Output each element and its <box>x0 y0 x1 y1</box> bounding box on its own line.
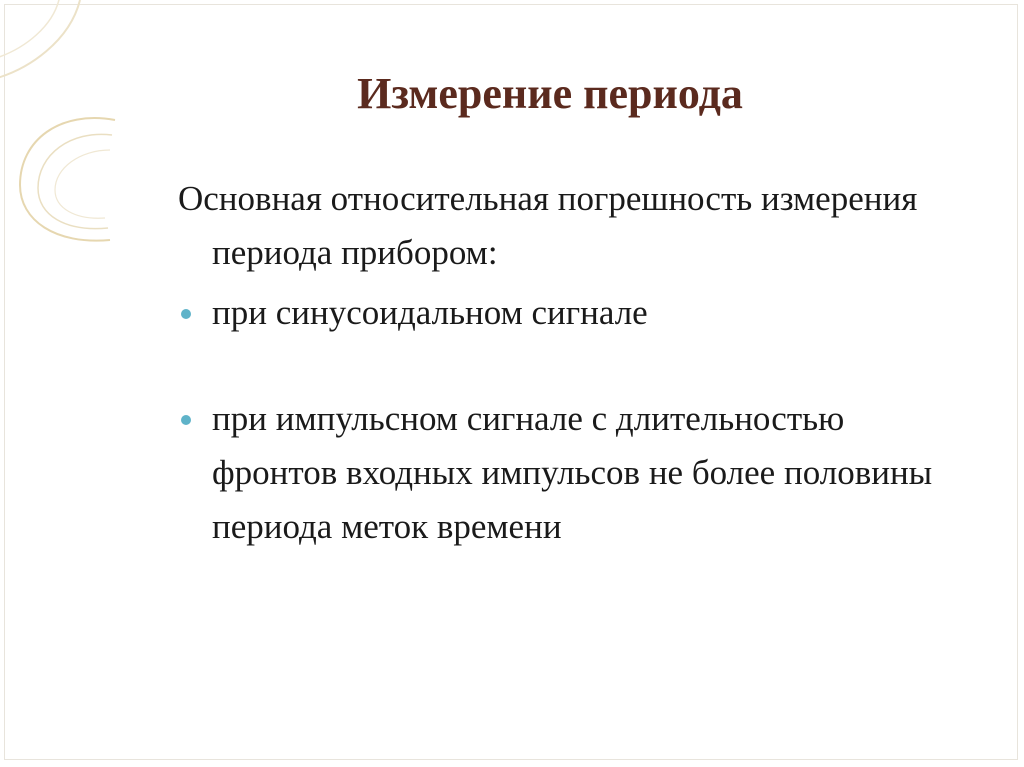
list-item <box>178 392 978 554</box>
list-item <box>178 286 978 340</box>
decorative-swirl-icon <box>0 0 120 260</box>
bullet-dot-icon <box>181 415 191 425</box>
intro-text: Основная относительная погрешность измерения периода прибором: <box>178 179 918 272</box>
list-item-text: при синусоидальном сигнале <box>212 293 648 332</box>
slide-content <box>178 172 978 554</box>
list-item-text: при импульсном сигнале с длительностью фронтов входных импульсов не более половины периода меток времени <box>212 399 933 546</box>
bullet-dot-icon <box>181 309 191 319</box>
slide-title: Измерение периода <box>357 69 743 118</box>
